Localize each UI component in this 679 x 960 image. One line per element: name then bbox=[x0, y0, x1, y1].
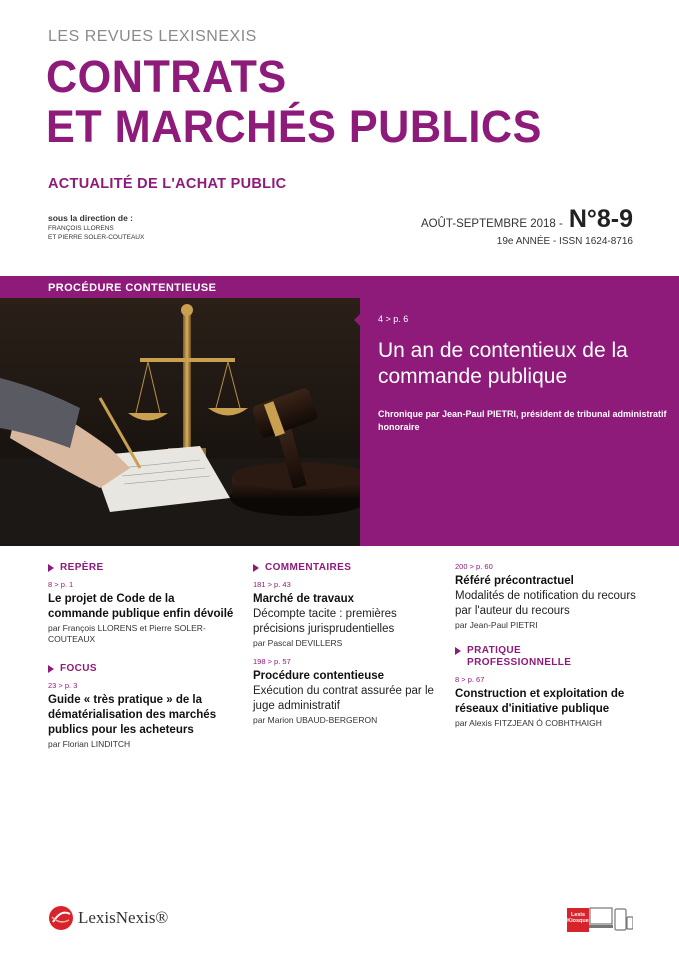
cover-photo bbox=[0, 298, 360, 546]
article-item[interactable] bbox=[48, 580, 238, 645]
journal-title bbox=[46, 52, 542, 152]
section-label: COMMENTAIRES bbox=[265, 562, 352, 573]
section-focus bbox=[48, 663, 238, 675]
article-heading[interactable]: Construction et exploitation de réseaux d'initiative publique bbox=[455, 688, 625, 715]
screens-icon bbox=[589, 906, 633, 932]
issue-number: N°8-9 bbox=[568, 205, 633, 233]
series-name: LES REVUES LEXISNEXIS bbox=[48, 28, 257, 45]
lexisnexis-globe-icon bbox=[48, 905, 74, 931]
triangle-right-icon bbox=[48, 665, 54, 673]
triangle-right-icon bbox=[48, 564, 54, 572]
director-name-1: FRANÇOIS LLORENS bbox=[48, 225, 114, 232]
devices-icon bbox=[567, 906, 633, 932]
article-item[interactable] bbox=[455, 562, 645, 631]
article-description: Modalités de notification du recours par l'auteur du recours bbox=[455, 590, 636, 617]
issue-date: AOÛT-SEPTEMBRE 2018 - bbox=[420, 218, 563, 230]
article-author: par Jean-Paul PIETRI bbox=[455, 620, 538, 630]
badge-line-2: Kiosque bbox=[567, 918, 589, 924]
title-line-1: CONTRATS bbox=[46, 51, 287, 102]
section-label: FOCUS bbox=[60, 663, 97, 674]
article-author: par Pascal DEVILLERS bbox=[253, 638, 343, 648]
section-commentaires bbox=[253, 562, 443, 574]
logo-text: LexisNexis® bbox=[78, 908, 169, 927]
direction-label: sous la direction de : bbox=[48, 213, 134, 223]
title-line-2: ET MARCHÉS PUBLICS bbox=[46, 101, 542, 152]
section-repere bbox=[48, 562, 238, 574]
article-item[interactable] bbox=[253, 657, 443, 726]
feature-description: Chronique par Jean-Paul PIETRI, président de tribunal administratif honoraire bbox=[378, 409, 667, 432]
editorial-direction bbox=[48, 213, 144, 242]
badge-line-1: Lexis bbox=[570, 912, 586, 918]
gavel-scales-illustration bbox=[0, 298, 360, 546]
article-ref: 200 > p. 60 bbox=[455, 562, 493, 571]
feature-notch bbox=[354, 312, 362, 328]
issue-year-issn: 19e ANNÉE - ISSN 1624-8716 bbox=[496, 236, 633, 247]
article-heading[interactable]: Le projet de Code de la commande publique enfin dévoilé bbox=[48, 593, 234, 620]
article-author: par Alexis FITZJEAN Ó COBHTHAIGH bbox=[455, 718, 602, 728]
article-author: par Florian LINDITCH bbox=[48, 739, 131, 749]
journal-subtitle: ACTUALITÉ DE L'ACHAT PUBLIC bbox=[48, 176, 287, 192]
section-label: PRATIQUE PROFESSIONNELLE bbox=[467, 645, 572, 668]
lexis-kiosque-badge bbox=[567, 908, 589, 932]
triangle-right-icon bbox=[253, 564, 259, 572]
column-2 bbox=[253, 562, 443, 734]
article-ref: 8 > p. 1 bbox=[48, 580, 74, 589]
article-description: Exécution du contrat assurée par le juge administratif bbox=[253, 685, 434, 712]
issue-info bbox=[421, 205, 633, 247]
director-name-2: ET PIERRE SOLER-COUTEAUX bbox=[48, 234, 145, 241]
triangle-right-icon bbox=[455, 647, 461, 655]
article-heading[interactable]: Guide « très pratique » de la dématérialisation des marchés publics pour les acheteurs bbox=[48, 694, 217, 736]
feature-section-label: PROCÉDURE CONTENTIEUSE bbox=[0, 278, 360, 298]
section-label: REPÈRE bbox=[60, 562, 104, 573]
feature-title[interactable]: Un an de contentieux de la commande publique bbox=[378, 339, 628, 388]
article-heading[interactable]: Marché de travaux bbox=[253, 593, 354, 605]
column-3 bbox=[455, 562, 645, 737]
article-author: par Marion UBAUD-BERGERON bbox=[253, 715, 378, 725]
article-heading[interactable]: Référé précontractuel bbox=[455, 575, 574, 587]
director-names bbox=[48, 224, 144, 242]
feature-ref: 4 > p. 6 bbox=[378, 314, 409, 324]
article-ref: 23 > p. 3 bbox=[48, 681, 78, 690]
article-description: Décompte tacite : premières précisions jurisprudentielles bbox=[253, 608, 397, 635]
feature-article[interactable] bbox=[362, 298, 679, 546]
article-author: par François LLORENS et Pierre SOLER-COUTEAUX bbox=[48, 623, 206, 644]
article-item[interactable] bbox=[253, 580, 443, 649]
article-item[interactable] bbox=[48, 681, 238, 750]
article-item[interactable] bbox=[455, 675, 645, 729]
article-ref: 198 > p. 57 bbox=[253, 657, 291, 666]
article-heading[interactable]: Procédure contentieuse bbox=[253, 670, 385, 682]
article-ref: 181 > p. 43 bbox=[253, 580, 291, 589]
article-ref: 8 > p. 67 bbox=[455, 675, 485, 684]
section-pratique-professionnelle bbox=[455, 645, 645, 669]
column-1 bbox=[48, 562, 238, 758]
lexisnexis-logo bbox=[48, 905, 168, 931]
